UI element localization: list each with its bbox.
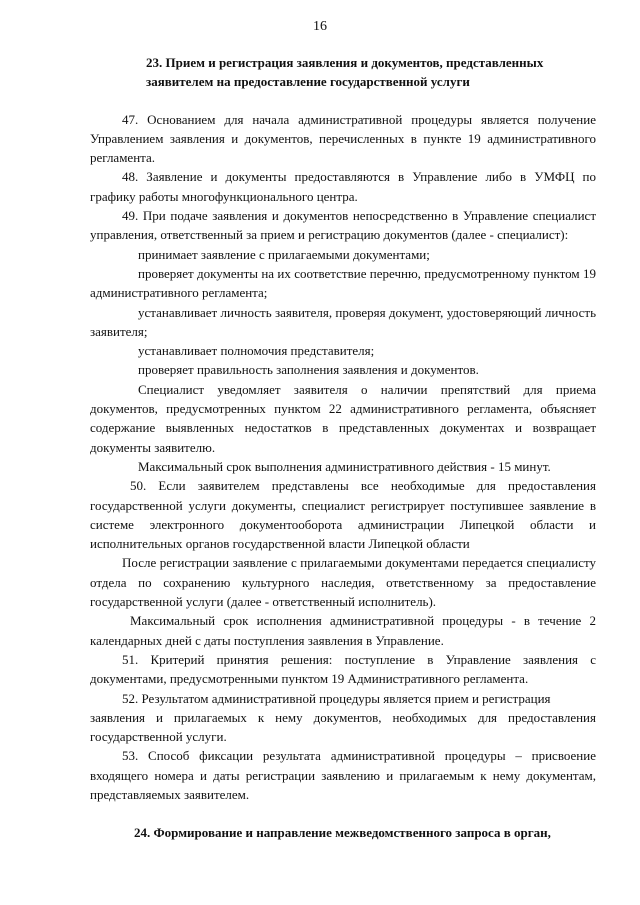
list-item: принимает заявление с прилагаемыми документами;	[138, 246, 430, 262]
section-23-title-line-1: 23. Прием и регистрация заявления и документов, представленных	[146, 55, 544, 70]
list-item: проверяет правильность заполнения заявления и документов.	[138, 362, 479, 378]
paragraph-50: 50. Если заявителем представлены все необходимые для предоставления государственной услуги документы, специалист регистрирует поступившее заявление в системе электронного документооборота администрации Липецкой области и исполнительных органов государственной власти Липецкой области	[90, 478, 596, 552]
list-item: устанавливает полномочия представителя;	[138, 343, 375, 359]
section-23-title-line-2: заявителем на предоставление государственной услуги	[146, 74, 470, 90]
document-body	[90, 53, 596, 843]
paragraph-52: 52. Результатом административной процедуры является прием и регистрация	[122, 690, 551, 706]
list-item: проверяет документы на их соответствие перечню, предусмотренному пунктом 19 административного регламента;	[90, 265, 596, 301]
paragraph-53: 53. Способ фиксации результата административной процедуры – присвоение входящего номера и даты регистрации заявлению и прилагаемым к нему документам, представляемых заявителем.	[90, 748, 596, 802]
paragraph-51: 51. Критерий принятия решения: поступление в Управление заявления с документами, предусмотренными пунктом 19 Административного регламента.	[90, 651, 596, 687]
list-item: устанавливает личность заявителя, проверяя документ, удостоверяющий личность заявителя;	[90, 304, 596, 339]
paragraph-49: 49. При подаче заявления и документов непосредственно в Управление специалист управления, ответственный за прием и регистрацию документов (далее - специалист):	[90, 208, 596, 243]
paragraph-max-time-action: Максимальный срок выполнения административного действия - 15 минут.	[138, 458, 551, 474]
paragraph-47: 47. Основанием для начала административной процедуры является получение Управлением заявления и документов, перечисленных в пункте 19 административного регламента.	[90, 111, 596, 166]
paragraph-48: 48. Заявление и документы предоставляются в Управление либо в УМФЦ по графику работы многофункционального центра.	[90, 169, 596, 204]
paragraph-after-registration: После регистрации заявление с прилагаемыми документами передается специалисту отдела по сохранению культурного наследия, ответственному за предоставление государственной услуги (далее - ответственный исполнитель).	[90, 555, 596, 610]
paragraph-notification: Специалист уведомляет заявителя о наличии препятствий для приема документов, предусмотренных пунктом 22 административного регламента, объясняет содержание выявленных недостатков в представленных документах и возвращает документы заявителю.	[90, 381, 596, 455]
paragraph-max-time-procedure: Максимальный срок исполнения административной процедуры - в течение 2 календарных дней с даты поступления заявления в Управление.	[90, 613, 596, 648]
paragraph-52-continued: заявления и прилагаемых к нему документов, необходимых для предоставления государственной услуги.	[90, 709, 596, 745]
page-number: 16	[313, 19, 327, 34]
section-24-title: 24. Формирование и направление межведомственного запроса в орган,	[134, 825, 551, 841]
